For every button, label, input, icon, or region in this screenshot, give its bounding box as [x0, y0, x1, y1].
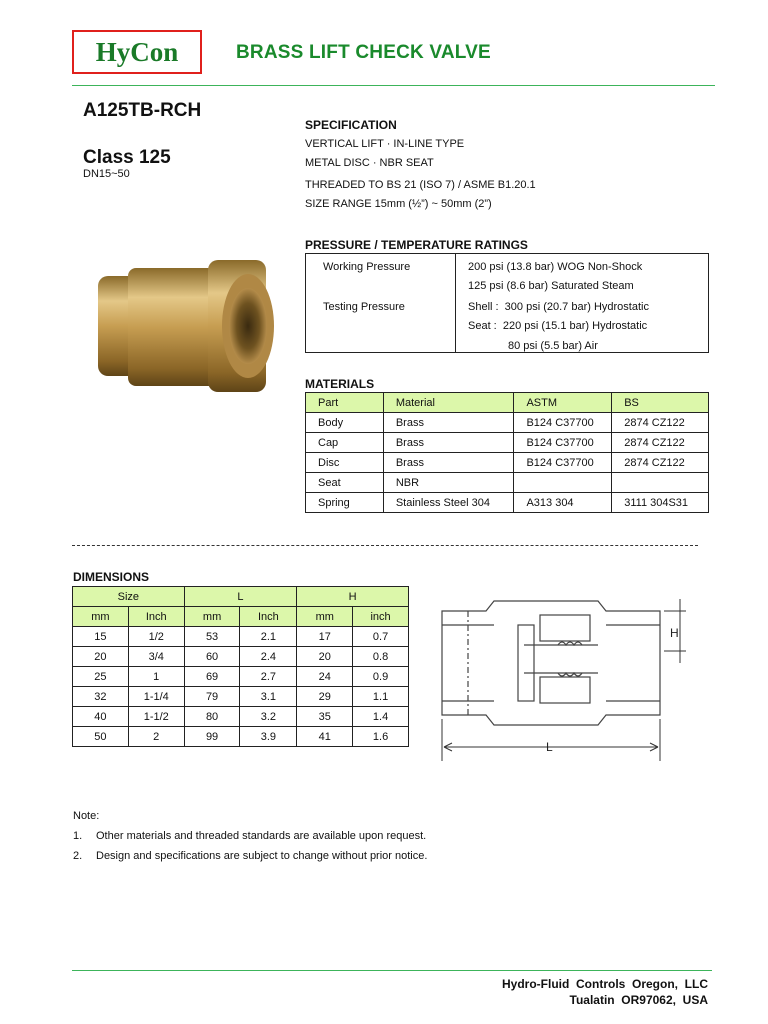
cell: Spring: [306, 493, 384, 513]
spec-line: VERTICAL LIFT · IN-LINE TYPE: [305, 138, 465, 150]
cell: 1.6: [353, 727, 409, 747]
cell: 32: [73, 687, 129, 707]
testing-shell: Shell : 300 psi (20.7 bar) Hydrostatic: [468, 301, 649, 313]
header-cell: ASTM: [514, 393, 612, 413]
dimension-h-label: H: [670, 626, 679, 640]
table-row: [306, 493, 709, 513]
cell: 2874 CZ122: [612, 433, 709, 453]
cell: 35: [297, 707, 353, 727]
cell: Disc: [306, 453, 384, 473]
cell: 2.7: [240, 667, 297, 687]
cell: Brass: [383, 433, 514, 453]
dimensions-heading: DIMENSIONS: [73, 570, 150, 584]
footer-address: Tualatin OR97062, USA: [569, 993, 708, 1007]
spec-line: METAL DISC · NBR SEAT: [305, 157, 434, 169]
table-row: [73, 627, 409, 647]
note-text: Other materials and threaded standards are available upon request.: [96, 830, 427, 842]
header-cell: Inch: [240, 607, 297, 627]
cell: 0.7: [353, 627, 409, 647]
cell: 3.9: [240, 727, 297, 747]
cell: 1.4: [353, 707, 409, 727]
materials-heading: MATERIALS: [305, 377, 375, 391]
cell: 0.8: [353, 647, 409, 667]
notes-heading: Note:: [73, 810, 100, 822]
unit-header-row: [73, 607, 409, 627]
table-row: [73, 707, 409, 727]
cell: Stainless Steel 304: [383, 493, 514, 513]
size-range-dn: DN15~50: [83, 168, 130, 180]
cell: 1-1/2: [128, 707, 184, 727]
spec-line: SIZE RANGE 15mm (½”) ~ 50mm (2”): [305, 198, 492, 210]
cell: Cap: [306, 433, 384, 453]
header-cell: mm: [297, 607, 353, 627]
valve-photo: [88, 248, 288, 406]
cell: Seat: [306, 473, 384, 493]
cell: 2.1: [240, 627, 297, 647]
cell: 2874 CZ122: [612, 453, 709, 473]
cell: 1-1/4: [128, 687, 184, 707]
cell: 79: [184, 687, 240, 707]
cell: 3.1: [240, 687, 297, 707]
table-row: [306, 413, 709, 433]
cell: 99: [184, 727, 240, 747]
table-row: [73, 727, 409, 747]
table-row: [73, 687, 409, 707]
cell: 25: [73, 667, 129, 687]
pressure-class: Class 125: [83, 147, 171, 168]
cell: B124 C37700: [514, 433, 612, 453]
cell: 2: [128, 727, 184, 747]
working-pressure-steam: 125 psi (8.6 bar) Saturated Steam: [468, 280, 634, 292]
valve-cross-section-drawing: [428, 585, 692, 765]
logo-text: HyCon: [95, 36, 179, 67]
note-number: 2.: [73, 850, 83, 862]
table-row: [73, 647, 409, 667]
header-cell: mm: [73, 607, 129, 627]
cell: 24: [297, 667, 353, 687]
cell: 60: [184, 647, 240, 667]
table-row: [306, 473, 709, 493]
cell: 53: [184, 627, 240, 647]
note-item: [73, 830, 426, 842]
cell: 1: [128, 667, 184, 687]
cell: 20: [73, 647, 129, 667]
cell: [612, 473, 709, 493]
working-pressure-label: Working Pressure: [323, 261, 411, 273]
cell: 50: [73, 727, 129, 747]
group-header-row: [73, 587, 409, 607]
footer-rule: [72, 970, 712, 971]
header-cell: BS: [612, 393, 709, 413]
note-text: Design and specifications are subject to change without prior notice.: [96, 850, 428, 862]
testing-seat: Seat : 220 psi (15.1 bar) Hydrostatic: [468, 320, 648, 332]
cell: 17: [297, 627, 353, 647]
header-cell: mm: [184, 607, 240, 627]
cell: B124 C37700: [514, 453, 612, 473]
specification-heading: SPECIFICATION: [305, 118, 397, 132]
dimension-l-label: L: [546, 740, 553, 754]
cell: Brass: [383, 453, 514, 473]
dimensions-table: [72, 586, 409, 747]
note-number: 1.: [73, 830, 83, 842]
header-cell: Inch: [128, 607, 184, 627]
cell: 1.1: [353, 687, 409, 707]
cell: 80: [184, 707, 240, 727]
header-cell: Material: [383, 393, 514, 413]
header-rule: [72, 85, 715, 86]
cell: 29: [297, 687, 353, 707]
cell: 40: [73, 707, 129, 727]
materials-table: [305, 392, 709, 513]
company-logo: [72, 30, 202, 74]
section-divider: [72, 545, 698, 546]
cell: 2.4: [240, 647, 297, 667]
cell: 1/2: [128, 627, 184, 647]
working-pressure-wog: 200 psi (13.8 bar) WOG Non-Shock: [468, 261, 643, 273]
cell: Brass: [383, 413, 514, 433]
testing-air: 80 psi (5.5 bar) Air: [508, 340, 598, 352]
cell: 69: [184, 667, 240, 687]
cell: 3111 304S31: [612, 493, 709, 513]
cell: 20: [297, 647, 353, 667]
table-header-row: [306, 393, 709, 413]
header-cell: L: [184, 587, 297, 607]
cell: 15: [73, 627, 129, 647]
model-number: A125TB-RCH: [83, 100, 202, 121]
header-cell: inch: [353, 607, 409, 627]
cell: 3/4: [128, 647, 184, 667]
document-title: BRASS LIFT CHECK VALVE: [236, 42, 491, 63]
ratings-table: [305, 253, 709, 353]
cell: [514, 473, 612, 493]
spec-line: THREADED TO BS 21 (ISO 7) / ASME B1.20.1: [305, 179, 536, 191]
cell: 41: [297, 727, 353, 747]
cell: 3.2: [240, 707, 297, 727]
table-row: [306, 453, 709, 473]
header-cell: Size: [73, 587, 185, 607]
cell: B124 C37700: [514, 413, 612, 433]
cell: NBR: [383, 473, 514, 493]
cell: Body: [306, 413, 384, 433]
header-cell: Part: [306, 393, 384, 413]
header-cell: H: [297, 587, 409, 607]
footer-company: Hydro-Fluid Controls Oregon, LLC: [502, 977, 708, 991]
ratings-heading: PRESSURE / TEMPERATURE RATINGS: [305, 238, 528, 252]
testing-pressure-label: Testing Pressure: [323, 301, 405, 313]
table-row: [73, 667, 409, 687]
table-row: [306, 433, 709, 453]
cell: 2874 CZ122: [612, 413, 709, 433]
cell: 0.9: [353, 667, 409, 687]
note-item: [73, 850, 427, 862]
cell: A313 304: [514, 493, 612, 513]
